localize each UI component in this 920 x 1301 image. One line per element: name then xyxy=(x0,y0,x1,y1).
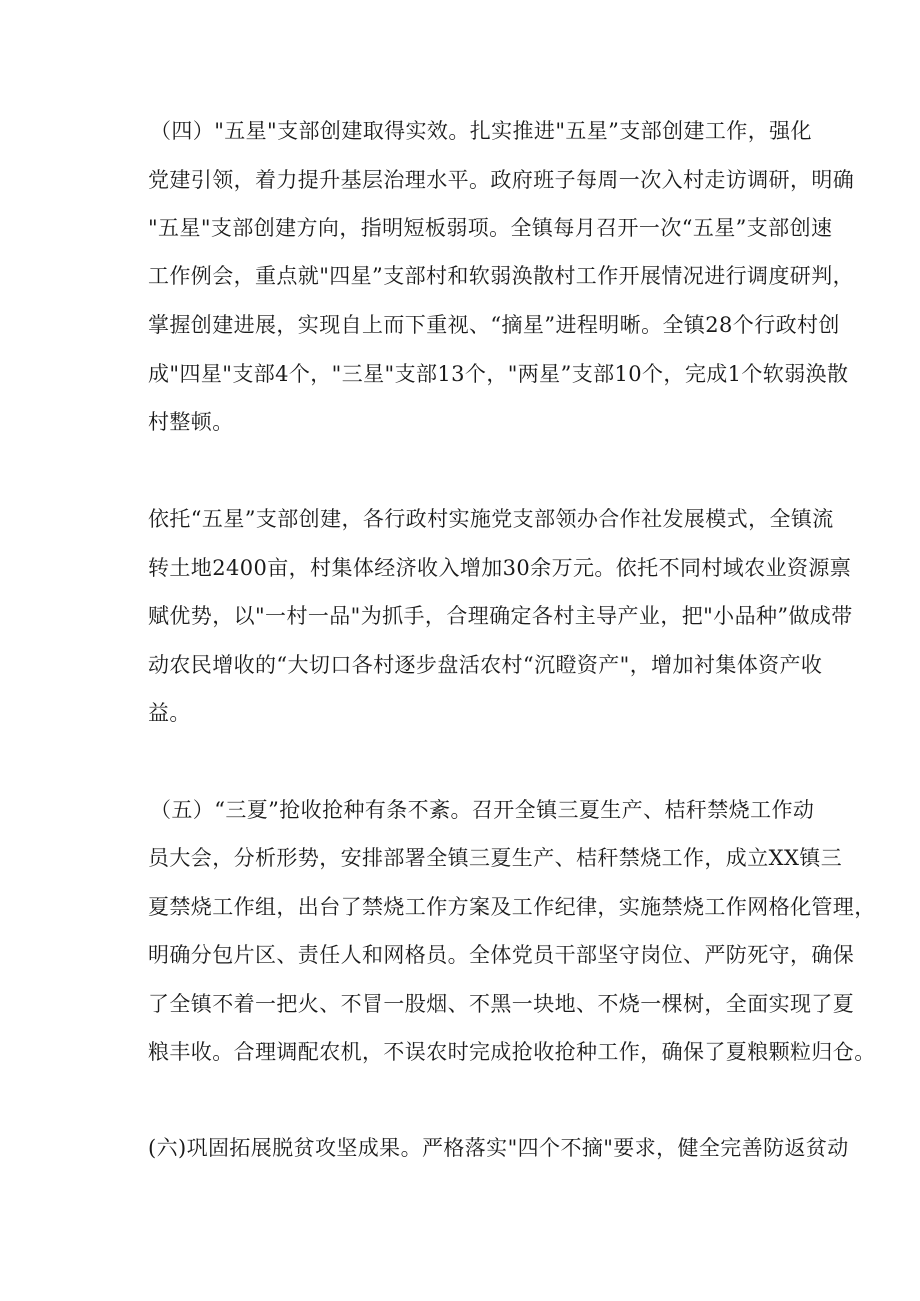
text-line: （四）"五星"支部创建取得实效。扎实推进"五星”支部创建工作，强化 xyxy=(150,119,812,143)
text-line: 掌握创建进展，实现自上而下重视、“摘星”进程明晰。全镇28个行政村创 xyxy=(148,313,840,337)
text-line: 明确分包片区、责任人和网格员。全体党员干部坚守岗位、严防死守，确保 xyxy=(148,943,855,967)
text-line: 党建引领，着力提升基层治理水平。政府班子每周一次入村走访调研，明确 xyxy=(148,168,855,192)
text-line: 村整顿。 xyxy=(148,410,234,434)
text-line: 益。 xyxy=(148,701,191,725)
text-line: 成"四星"支部4个，"三星"支部13个，"两星”支部10个，完成1个软弱涣散 xyxy=(148,362,849,386)
text-line: 夏禁烧工作组，出台了禁烧工作方案及工作纪律，实施禁烧工作网格化管理， xyxy=(148,895,876,919)
text-line: (六)巩固拓展脱贫攻坚成果。严格落实"四个不摘"要求，健全完善防返贫动 xyxy=(148,1136,849,1160)
text-line: "五星"支部创建方向，指明短板弱项。全镇每月召开一次“五星”支部创速 xyxy=(148,216,833,240)
text-line: （五）“三夏”抢收抢种有条不紊。召开全镇三夏生产、桔秆禁烧工作动 xyxy=(150,798,815,822)
text-line: 员大会，分析形势，安排部署全镇三夏生产、桔秆禁烧工作，成立XX镇三 xyxy=(148,846,843,870)
text-line: 动农民增收的“大切口各村逐步盘活农村“沉瞪资产"，增加衬集体资产收 xyxy=(148,653,823,677)
text-line: 粮丰收。合理调配农机，不误农时完成抢收抢种工作，确保了夏粮颗粒归仓。 xyxy=(148,1040,876,1064)
text-line: 依托“五星”支部创建，各行政村实施党支部领办合作社发展模式，全镇流 xyxy=(148,507,834,531)
text-line: 了全镇不着一把火、不冒一股烟、不黑一块地、不烧一棵树，全面实现了夏 xyxy=(148,992,855,1016)
text-line: 工作例会，重点就"四星”支部村和软弱涣散村工作开展情况进行调度研判， xyxy=(148,264,854,288)
text-line: 转土地2400亩，村集体经济收入增加30余万元。依托不同村域农业资源禀 xyxy=(148,556,852,580)
text-line: 赋优势，以"一村一品"为抓手，合理确定各村主导产业，把"小品种”做成带 xyxy=(148,604,853,628)
